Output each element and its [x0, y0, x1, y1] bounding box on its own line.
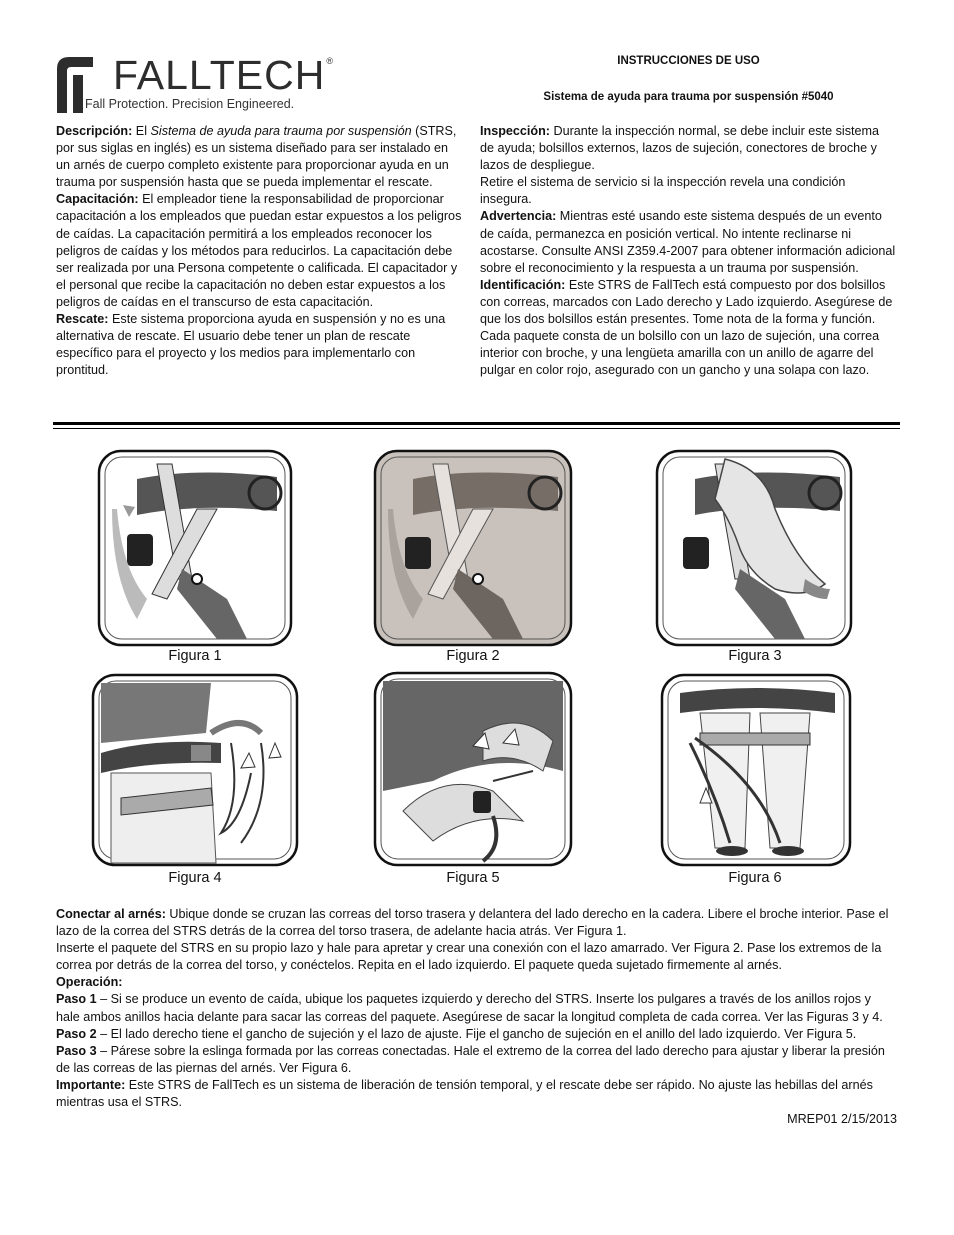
connect-paragraph: Conectar al arnés: Ubique donde se cruzan las correas del torso trasera y delantera del lado derecho en la cadera. Libere el broche interior. Pase el lazo de la correa del STRS detrás de la correa del torso trasera, de adelante hacia atrás. Ver Figura 1. [56, 907, 889, 939]
figure-5-illustration [373, 671, 573, 867]
figure-6-caption: Figura 6 [728, 870, 782, 886]
insert-paragraph: Inserte el paquete del STRS en su propio lazo y hale para apretar y crear una conexión con el lazo amarrado. Ver Figura 2. Pase los extremos de la correa por detrás de la correa del torso, y conéctelos. Repita en el lado izquierdo. El paquete queda sujetado firmemente al arnés. [56, 941, 882, 973]
rescue-paragraph: Rescate: Este sistema proporciona ayuda en suspensión y no es una alternativa de rescate. El usuario debe tener un plan de rescate específico para el proyecto y los medios para implementarlo con prontitud. [56, 312, 446, 378]
figure-3-caption: Figura 3 [728, 648, 782, 664]
step-3-paragraph: Paso 3 – Párese sobre la eslinga formada por las correas conectadas. Hale el extremo de la correa del lado derecho para ajustar y liberar la presión de las correas de las piernas del arnés. Ver Figura 6. [56, 1043, 885, 1075]
document-subtitle: Sistema de ayuda para trauma por suspensión #5040 [543, 91, 834, 103]
document-code: MREP01 2/15/2013 [787, 1112, 897, 1126]
section-divider-thin [53, 428, 900, 429]
figure-6-illustration [660, 673, 852, 867]
figure-5-caption: Figura 5 [446, 870, 500, 886]
retire-paragraph: Retire el sistema de servicio si la inspección revela una condición insegura. [480, 175, 846, 207]
important-paragraph: Importante: Este STRS de FallTech es un sistema de liberación de tensión temporal, y el rescate debe ser rápido. No ajuste las hebillas del arnés mientras usa el STRS. [56, 1077, 873, 1110]
figure-2-illustration [373, 449, 573, 647]
warning-paragraph: Advertencia: Mientras esté usando este sistema después de un evento de caída, permanezca en posición vertical. No intente reclinarse ni acostarse. Consulte ANSI Z359.4-2007 para obtener información adicional sobre el reconocimiento y la respuesta a un trauma por suspensión. [480, 209, 896, 275]
training-paragraph: Capacitación: El empleador tiene la responsabilidad de proporcionar capacitación a los empleados que puedan estar expuestos a los peligros de caídas. La capacitación permitirá a los empleados reconocer los peligros de caídas y los métodos para reducirlos. La capacitación debe ser realizada por una Persona competente o calificada. El capacitador y el personal que recibe la capacitación no deben estar expuestos a los peligros de caídas en el transcurso de esta capacitación. [56, 192, 462, 309]
operation-heading: Operación: [56, 975, 123, 990]
logo-tagline: Fall Protection. Precision Engineered. [85, 97, 295, 111]
right-column [480, 123, 896, 379]
figure-4-caption: Figura 4 [168, 870, 222, 886]
section-divider-thick [53, 422, 900, 425]
falltech-logo [55, 52, 334, 114]
description-paragraph: Descripción: El Sistema de ayuda para trauma por suspensión (STRS, por sus siglas en inglés) es un sistema diseñado para ser instalado en un arnés de cuerpo completo existente para proporcionar ayuda en un trauma por suspensión hasta que se pueda implementar el rescate. [56, 124, 457, 190]
document-title: INSTRUCCIONES DE USO [617, 55, 760, 67]
left-column [56, 123, 462, 379]
figure-3-illustration [655, 449, 853, 647]
figure-4-illustration [91, 673, 299, 867]
instructions-section [56, 906, 896, 1111]
logo-wordmark: FALLTECH® [113, 52, 334, 98]
figure-1-illustration [97, 449, 293, 647]
step-1-paragraph: Paso 1 – Si se produce un evento de caída, ubique los paquetes izquierdo y derecho del STRS. Inserte los pulgares a través de los anillos rojos y hale ambos anillos hacia delante para sacar las correas del paquete. Asegúrese de sacar la longitud completa de cada correa. Ver las Figuras 3 y 4. [56, 992, 883, 1024]
step-2-paragraph: Paso 2 – El lado derecho tiene el gancho de sujeción y el lazo de ajuste. Fije el gancho de sujeción en el anillo del lado izquierdo. Ver Figura 5. [56, 1026, 857, 1041]
identification-paragraph: Identificación: Este STRS de FallTech está compuesto por dos bolsillos con correas, marcados con Lado derecho y Lado izquierdo. Asegúrese de que los dos bolsillos están presentes. Tome nota de la forma y función. Cada paquete consta de un bolsillo con un lazo de sujeción, una correa interior con broche, y una lengüeta amarilla con un anillo de agarre del pulgar en color rojo, asegurado con un gancho y una solapa con lazo. [480, 277, 893, 378]
figure-2-caption: Figura 2 [446, 648, 500, 664]
figure-1-caption: Figura 1 [168, 648, 222, 664]
inspection-paragraph: Inspección: Durante la inspección normal, se debe incluir este sistema de ayuda; bolsillos externos, lazos de sujeción, conectores de broche y lazos de despliegue. [480, 124, 879, 173]
